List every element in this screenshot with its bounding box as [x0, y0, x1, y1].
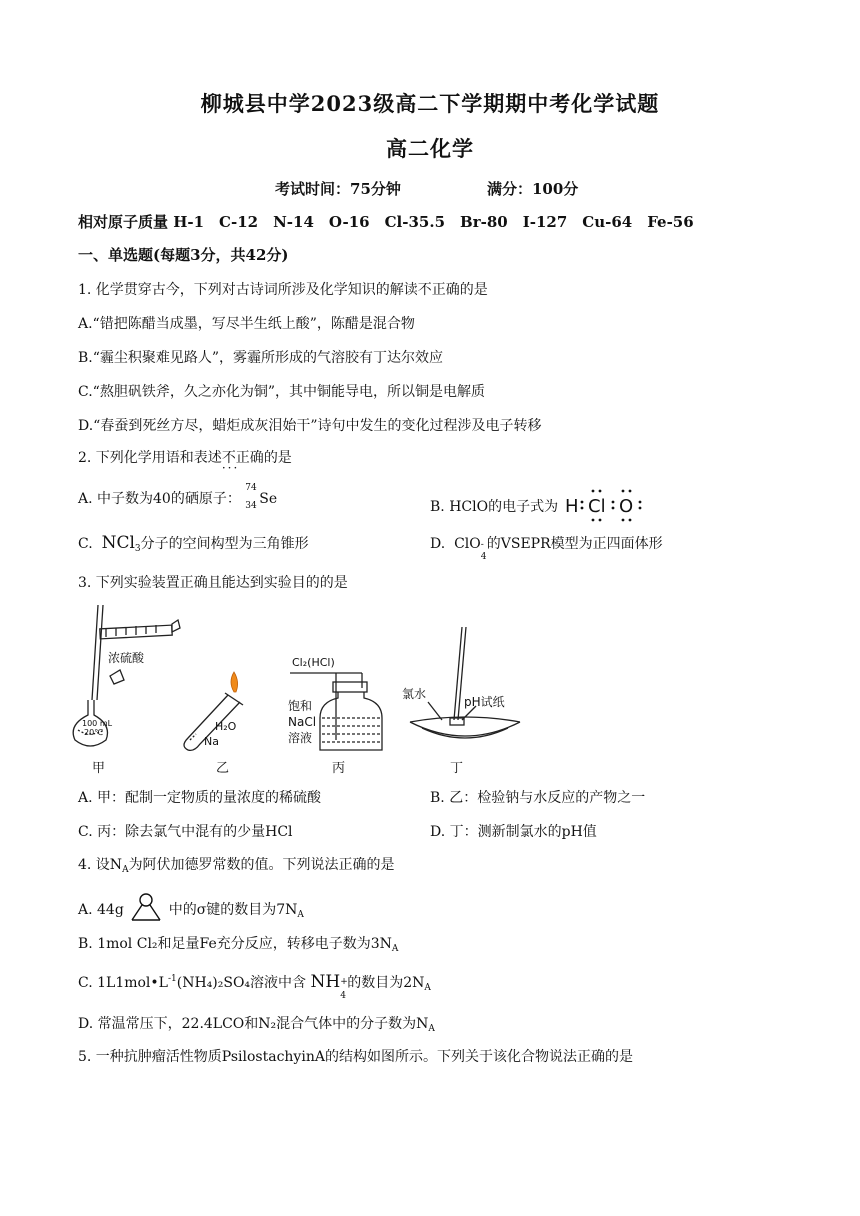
label-solution: 溶液: [288, 731, 313, 745]
label-h2o: H₂O: [215, 720, 237, 733]
label-conc-acid: 浓硫酸: [108, 651, 145, 665]
exam-subtitle: 高二化学: [386, 136, 474, 161]
q1-option-a: A.“错把陈醋当成墨，写尽半生纸上酸”，陈醋是混合物: [78, 316, 415, 332]
q4-option-d: D. 常温常压下，22.4LCO和N₂混合气体中的分子数为$N_A$: [78, 1016, 435, 1034]
q2-option-b: B. HClO的电子式为 H Cl O: [430, 487, 659, 523]
q1-stem: 1. 化学贯穿古今，下列对古诗词所涉及化学知识的解读不正确的是: [78, 282, 488, 298]
q2-emphasis: 不正确 ···: [222, 450, 264, 466]
q3-option-c: C. 丙：除去氯气中混有的少量HCl: [78, 824, 293, 840]
flame-icon: [231, 672, 238, 692]
svg-text:O: O: [618, 496, 633, 517]
svg-text:Cl: Cl: [587, 496, 606, 517]
q3-option-a: A. 甲：配制一定物质的量浓度的稀硫酸: [78, 790, 322, 806]
selenium-nuclide: 74 34: [245, 483, 257, 511]
label-ding: 丁: [450, 761, 464, 776]
hclo-electron-formula: [563, 487, 659, 523]
label-saturated: 饱和: [288, 699, 313, 713]
label-na: Na: [204, 735, 219, 748]
q4-option-a: A. 44g 中的σ键的数目为$7N_A$: [78, 893, 304, 923]
exam-time: 考试时间：75分钟: [275, 180, 401, 198]
label-nacl: NaCl: [288, 715, 317, 729]
q4-stem: 4. 设$N_A$为阿伏加德罗常数的值。下列说法正确的是: [78, 857, 395, 875]
q2-option-c: C. NCl$_3$分子的空间构型为三角锥形: [78, 533, 309, 554]
q1-option-b: B.“霾尘积聚难见路人”，雾霾所形成的气溶胶有丁达尔效应: [78, 350, 444, 366]
q2-option-a: A. 中子数为40的硒原子： 74 34 Se: [78, 483, 278, 511]
q3-option-d: D. 丁：测新制氯水的pH值: [430, 824, 597, 840]
q3-apparatus-figure: [70, 600, 610, 780]
q4-option-c: C. $1L1mol•L^{-1}(NH_4)_2SO_4$溶液中含 NH + 4 的数目为$2N_A$: [78, 972, 431, 1001]
q2-stem: 2. 下列化学用语和表述不正确 ···的是: [78, 447, 292, 467]
q3-stem: 3. 下列实验装置正确且能达到实验目的的是: [78, 575, 348, 591]
q2-option-d: D. ClO - 4 的VSEPR模型为正四面体形: [430, 536, 663, 562]
label-jia: 甲: [92, 761, 106, 776]
q3-option-b: B. 乙：检验钠与水反应的产物之一: [430, 790, 646, 806]
label-cl2-hcl: Cl₂(HCl): [292, 656, 335, 669]
svg-text:H: H: [564, 496, 579, 517]
atomic-masses: 相对原子质量 H-1 C-12 N-14 O-16 Cl-35.5 Br-80 I-127 Cu-64 Fe-56: [78, 213, 694, 231]
label-bing: 丙: [332, 761, 346, 776]
q1-option-d: D.“春蚕到死丝方尽，蜡炬成灰泪始干”诗句中发生的变化过程涉及电子转移: [78, 418, 542, 434]
full-score: 满分：100分: [487, 180, 579, 198]
label-yi: 乙: [216, 761, 230, 776]
label-flask-volume: 100 mL: [82, 719, 113, 728]
label-ph-paper: pH试纸: [464, 695, 505, 709]
label-chlorine-water: 氯水: [402, 687, 427, 701]
q4-option-b: B. 1mol Cl₂和足量Fe充分反应，转移电子数为$3N_A$: [78, 936, 399, 954]
label-flask-temp: 20℃: [84, 728, 104, 737]
apparatus-ding: [410, 627, 520, 738]
ethylene-oxide-structure: [128, 893, 164, 923]
q5-stem: 5. 一种抗肿瘤活性物质PsilostachyinA的结构如图所示。下列关于该化合物说法正确的是: [78, 1049, 633, 1065]
exam-title: 柳城县中学2023级高二下学期期中考化学试题: [200, 91, 660, 116]
section-title: 一、单选题(每题3分，共42分): [78, 246, 289, 264]
q1-option-c: C.“熬胆矾铁斧，久之亦化为铜”，其中铜能导电，所以铜是电解质: [78, 384, 485, 400]
